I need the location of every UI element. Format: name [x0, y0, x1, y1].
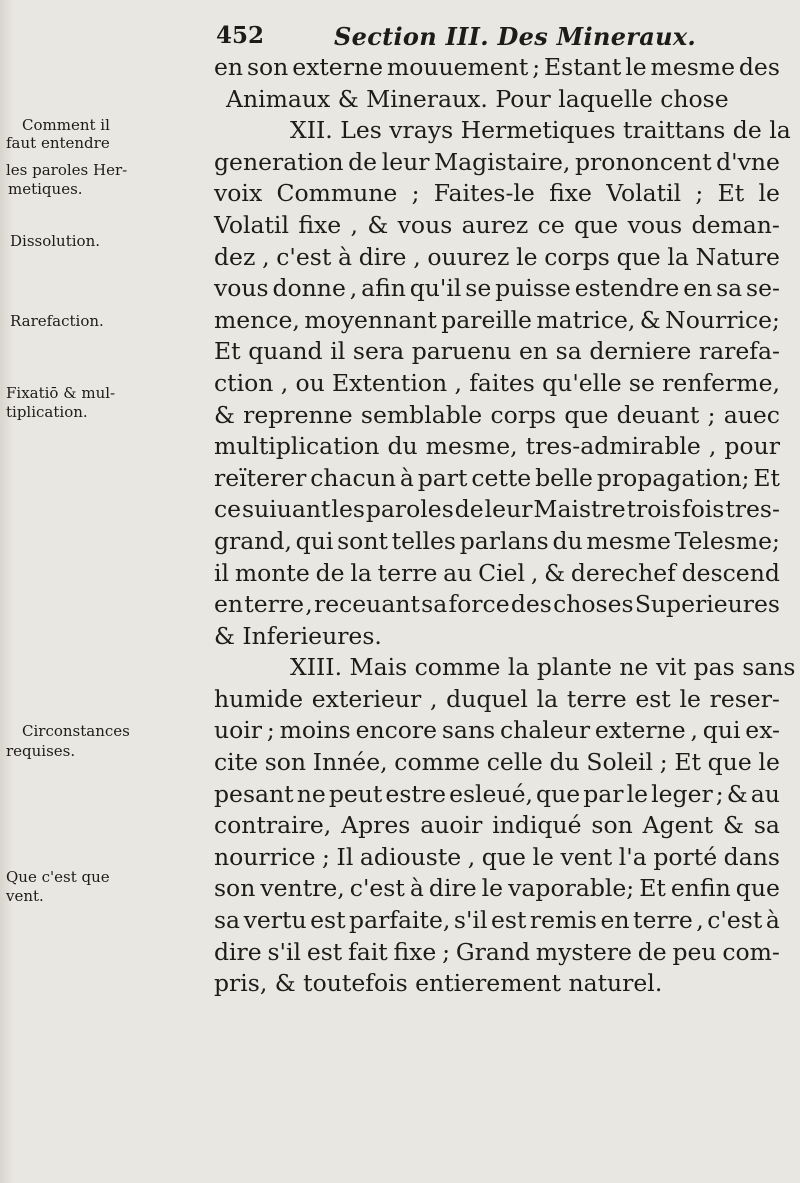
word: sa: [214, 906, 241, 935]
word: ;: [532, 53, 541, 81]
text-line: [214, 937, 780, 969]
word: sa: [555, 337, 582, 366]
word: paroles: [365, 495, 454, 524]
word: vous: [214, 274, 269, 303]
word: le: [679, 684, 701, 713]
text-line: [214, 684, 780, 716]
word: le: [516, 242, 538, 271]
word: terre: [377, 558, 438, 587]
text-line: [214, 526, 780, 558]
word: Et: [674, 748, 701, 777]
word: estre: [385, 779, 446, 808]
word: generation: [214, 147, 344, 176]
word: receuant: [313, 590, 420, 619]
word: leger: [651, 779, 713, 808]
word: vous: [627, 210, 683, 239]
word: Nature: [695, 242, 780, 271]
word: la: [350, 558, 372, 587]
word: des: [738, 53, 780, 81]
word: suiuant: [242, 495, 331, 524]
word: matrice,: [536, 305, 636, 334]
word: ,: [429, 684, 438, 713]
word: Grand: [455, 937, 531, 966]
text-line: [214, 463, 780, 495]
word: duquel: [446, 684, 528, 713]
word: esleué,: [449, 779, 533, 808]
word: reprenne: [243, 400, 353, 429]
word: renferme,: [662, 368, 780, 397]
word: multiplication: [214, 432, 380, 461]
word: Volatil: [214, 210, 289, 239]
word: fait: [348, 937, 388, 966]
word: peut: [328, 779, 383, 808]
text-line: XII. Les vrays Hermetiques traittans de la: [290, 116, 791, 145]
word: auoir: [420, 811, 483, 840]
text-line: [214, 242, 780, 274]
word: telles: [391, 526, 456, 555]
word: pesant: [214, 779, 294, 808]
text-line: XIII. Mais comme la plante ne vit pas sans: [290, 653, 796, 682]
text-line: [214, 905, 780, 937]
word: de: [315, 558, 345, 587]
word: pareille: [441, 305, 532, 334]
word: derniere: [589, 337, 692, 366]
word: il: [214, 558, 230, 587]
word: Superieures: [634, 590, 780, 619]
word: vous: [397, 210, 453, 239]
word: se: [465, 274, 492, 303]
word: qui: [295, 526, 334, 555]
word: dez: [214, 242, 256, 271]
word: terre: [633, 906, 693, 935]
word: part: [417, 463, 468, 492]
word: le: [626, 779, 649, 808]
word: que: [735, 874, 780, 903]
word: du: [549, 748, 580, 777]
text-line: [214, 842, 780, 874]
word: humide: [214, 684, 304, 713]
word: dire: [428, 874, 477, 903]
word: ,: [530, 558, 539, 587]
word: mesme: [586, 526, 671, 555]
word: enfin: [670, 874, 731, 903]
word: fixe: [298, 210, 342, 239]
word: mence,: [214, 305, 300, 334]
text-line: [214, 779, 780, 811]
word: Telesme;: [674, 526, 780, 555]
word: d'vne: [716, 147, 780, 176]
word: ;: [715, 779, 724, 808]
word: est: [490, 906, 527, 935]
word: que: [536, 779, 581, 808]
word: du: [552, 526, 583, 555]
margin-note: Circonstances: [22, 722, 130, 740]
word: contraire,: [214, 811, 332, 840]
text-line: [214, 147, 780, 179]
word: Commune: [276, 179, 398, 208]
word: ,: [690, 716, 698, 745]
word: force: [448, 590, 510, 619]
word: sans: [441, 716, 496, 745]
text-line: & Inferieures.: [214, 621, 382, 650]
word: ction: [214, 368, 274, 397]
margin-note: metiques.: [8, 180, 83, 198]
word: ,: [454, 368, 462, 397]
word: ouurez: [427, 242, 510, 271]
word: ce: [537, 210, 565, 239]
word: nourrice: [214, 842, 316, 871]
word: chaleur: [499, 716, 591, 745]
text-line: [214, 715, 780, 747]
text-line: pris, & toutefois entierement naturel.: [214, 969, 663, 998]
word: porté: [653, 842, 718, 871]
word: ;: [266, 716, 275, 745]
word: chacun: [310, 463, 396, 492]
word: de: [454, 495, 484, 524]
word: cite: [214, 748, 259, 777]
margin-note: faut entendre: [6, 134, 110, 152]
word: dans: [723, 842, 780, 871]
word: est: [635, 684, 671, 713]
word: trois: [626, 495, 681, 524]
text-line: [214, 305, 780, 337]
text-line: Animaux & Mineraux. Pour laquelle chose: [226, 84, 729, 113]
word: semblable: [360, 400, 483, 429]
word: ventre,: [260, 874, 345, 903]
text-line: [214, 494, 780, 526]
word: mesme,: [425, 432, 518, 461]
word: mystere: [535, 937, 632, 966]
word: mesme: [650, 53, 735, 81]
word: auec: [723, 400, 780, 429]
word: ,: [305, 590, 313, 619]
word: encore: [355, 716, 438, 745]
text-line: [214, 747, 780, 779]
word: &: [367, 210, 389, 239]
word: &: [639, 305, 661, 334]
word: qu'elle: [542, 368, 622, 397]
word: s'il: [267, 937, 302, 966]
word: Soleil: [586, 748, 654, 777]
word: c'est: [276, 242, 332, 271]
word: dire: [214, 937, 262, 966]
word: aurez: [461, 210, 529, 239]
word: est: [310, 906, 346, 935]
word: est: [306, 937, 343, 966]
word: des: [510, 590, 552, 619]
word: que: [574, 210, 619, 239]
word: sa: [716, 274, 743, 303]
margin-note: les paroles Her-: [6, 161, 128, 179]
word: Faites-le: [433, 179, 535, 208]
word: derechef: [570, 558, 676, 587]
word: son: [214, 874, 256, 903]
word: de: [348, 147, 378, 176]
word: en: [600, 906, 630, 935]
word: ne: [296, 779, 326, 808]
word: c'est: [707, 906, 763, 935]
word: Nourrice;: [665, 305, 780, 334]
word: son: [591, 811, 633, 840]
margin-note: Que c'est que: [6, 868, 110, 886]
word: uoir: [214, 716, 263, 745]
word: fixe: [393, 937, 437, 966]
word: qui: [702, 716, 741, 745]
word: Il: [336, 842, 354, 871]
word: de: [637, 937, 667, 966]
word: les: [331, 495, 365, 524]
word: descend: [681, 558, 780, 587]
word: Et: [717, 179, 745, 208]
word: deuant: [616, 400, 700, 429]
margin-note: requises.: [6, 742, 76, 760]
text-line: [214, 368, 780, 400]
word: ,: [280, 368, 289, 397]
text-line: [214, 431, 780, 463]
word: exterieur: [311, 684, 422, 713]
word: que: [707, 748, 752, 777]
word: parfaite,: [349, 906, 451, 935]
word: le: [481, 874, 504, 903]
word: ,: [413, 242, 421, 271]
word: corps: [490, 400, 557, 429]
word: peu: [672, 937, 717, 966]
word: au: [443, 558, 473, 587]
word: &: [726, 779, 748, 808]
word: donne: [272, 274, 346, 303]
word: Et: [753, 463, 780, 492]
word: l'a: [618, 842, 647, 871]
text-line: [214, 558, 780, 590]
word: corps: [544, 242, 610, 271]
text-line: [214, 336, 780, 368]
word: adiouste: [359, 842, 462, 871]
word: le: [758, 748, 780, 777]
word: grand,: [214, 526, 292, 555]
word: dire: [358, 242, 407, 271]
word: prononcent: [575, 147, 712, 176]
word: ,: [262, 242, 270, 271]
word: ex-: [745, 716, 780, 745]
word: faites: [469, 368, 535, 397]
word: la: [536, 684, 559, 713]
word: indiqué: [492, 811, 582, 840]
word: mouuement: [386, 53, 529, 81]
word: voix: [214, 179, 263, 208]
text-line: [214, 52, 780, 84]
word: à: [765, 906, 780, 935]
word: reïterer: [214, 463, 307, 492]
word: rarefa-: [698, 337, 780, 366]
word: &: [544, 558, 566, 587]
text-line: [214, 178, 780, 210]
word: propagation;: [596, 463, 750, 492]
word: moyennant: [304, 305, 437, 334]
word: Apres: [341, 811, 411, 840]
word: deman-: [691, 210, 780, 239]
word: le: [532, 842, 554, 871]
word: puisse: [495, 274, 571, 303]
word: leur: [484, 495, 533, 524]
word: Maistre: [533, 495, 626, 524]
word: &: [723, 811, 744, 840]
word: ,: [708, 432, 717, 461]
word: se: [628, 368, 655, 397]
word: à: [338, 242, 353, 271]
word: celle: [486, 748, 543, 777]
word: que: [616, 242, 661, 271]
word: sa: [421, 590, 448, 619]
word: qu'il: [409, 274, 462, 303]
word: c'est: [349, 874, 405, 903]
word: ;: [442, 937, 451, 966]
word: ;: [707, 400, 716, 429]
word: parlans: [459, 526, 549, 555]
word: cette: [471, 463, 532, 492]
word: quand: [248, 337, 323, 366]
word: ou: [295, 368, 325, 397]
word: externe: [292, 53, 383, 81]
word: sont: [337, 526, 388, 555]
word: vent: [560, 842, 613, 871]
word: fois: [681, 495, 725, 524]
margin-note: vent.: [6, 887, 44, 905]
margin-note: Fixatiō & mul-: [6, 384, 116, 402]
body-text: [214, 52, 796, 1000]
word: remis: [529, 906, 597, 935]
word: &: [214, 400, 235, 429]
word: choses: [553, 590, 634, 619]
word: Agent: [642, 811, 714, 840]
word: il: [330, 337, 346, 366]
word: ;: [695, 179, 704, 208]
word: en: [518, 337, 549, 366]
word: le: [625, 53, 647, 81]
word: belle: [535, 463, 593, 492]
margin-note: Rarefaction.: [10, 312, 104, 330]
word: pour: [724, 432, 780, 461]
word: tres-admirable: [525, 432, 701, 461]
word: terre: [566, 684, 627, 713]
word: comme: [394, 748, 481, 777]
word: en: [214, 590, 244, 619]
margin-note: Comment il: [22, 116, 110, 134]
word: ;: [322, 842, 330, 871]
text-line: [214, 873, 780, 905]
word: externe: [594, 716, 686, 745]
word: ;: [411, 179, 420, 208]
word: en: [214, 53, 244, 81]
word: du: [387, 432, 418, 461]
word: s'il: [453, 906, 488, 935]
word: Et: [214, 337, 241, 366]
word: fixe: [549, 179, 592, 208]
word: vaporable;: [508, 874, 635, 903]
word: sera: [352, 337, 405, 366]
page-number: 452: [216, 22, 265, 49]
word: ;: [659, 748, 668, 777]
text-line: [214, 273, 780, 305]
word: leur: [381, 147, 430, 176]
word: afin: [361, 274, 406, 303]
word: Innée,: [312, 748, 388, 777]
word: la: [667, 242, 689, 271]
word: tres-: [725, 495, 780, 524]
word: Estant: [544, 53, 622, 81]
word: le: [758, 179, 780, 208]
running-title: Section III. Des Mineraux.: [334, 22, 697, 51]
word: Extention: [332, 368, 448, 397]
word: à: [399, 463, 414, 492]
word: Ciel: [478, 558, 526, 587]
text-line: [214, 589, 780, 621]
word: ce: [214, 495, 242, 524]
word: se-: [746, 274, 780, 303]
margin-note: tiplication.: [6, 403, 88, 421]
word: en: [683, 274, 713, 303]
word: monte: [234, 558, 310, 587]
word: reser-: [709, 684, 780, 713]
word: ,: [696, 906, 704, 935]
word: sa: [753, 811, 780, 840]
word: son: [246, 53, 289, 81]
text-line: [214, 400, 780, 432]
word: vertu: [243, 906, 307, 935]
margin-note: Dissolution.: [10, 232, 100, 250]
word: à: [409, 874, 424, 903]
word: que: [481, 842, 526, 871]
word: son: [264, 748, 307, 777]
word: com-: [722, 937, 780, 966]
word: Magistaire,: [434, 147, 571, 176]
word: Et: [639, 874, 666, 903]
text-line: [214, 810, 780, 842]
word: paruenu: [411, 337, 512, 366]
word: moins: [279, 716, 351, 745]
word: terre: [244, 590, 305, 619]
word: ,: [349, 274, 358, 303]
word: ,: [350, 210, 359, 239]
word: ,: [467, 842, 476, 871]
word: au: [750, 779, 780, 808]
word: par: [583, 779, 624, 808]
word: estendre: [574, 274, 680, 303]
word: Volatil: [606, 179, 682, 208]
text-line: [214, 210, 780, 242]
word: que: [564, 400, 609, 429]
